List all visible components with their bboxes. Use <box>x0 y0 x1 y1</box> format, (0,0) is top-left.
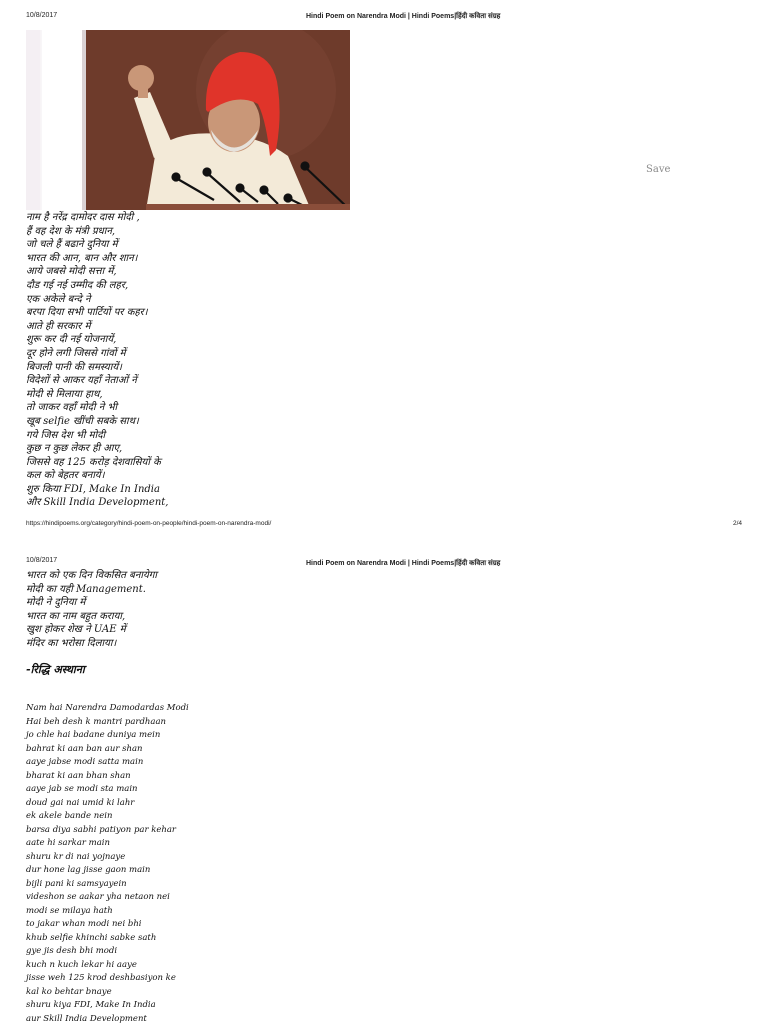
poem-line: भारत की आन, बान और शान। <box>26 252 168 266</box>
roman-line: bahrat ki aan ban aur shan <box>26 743 189 757</box>
poem-line: मोदी से मिलाया हाथ, <box>26 388 168 402</box>
page-title: Hindi Poem on Narendra Modi | Hindi Poems|हिंदी कविता संग्रह <box>306 12 500 21</box>
poem-line: जिससे वह 125 करोड़ देशवासियों के <box>26 456 168 470</box>
roman-line: modi se milaya hath <box>26 905 189 919</box>
roman-line: aur Skill India Development <box>26 1013 189 1026</box>
roman-line: jo chle hai badane duniya mein <box>26 729 189 743</box>
page-title: Hindi Poem on Narendra Modi | Hindi Poems|हिंदी कविता संग्रह <box>306 559 500 568</box>
poem-line: एक अकेले बन्दे ने <box>26 293 168 307</box>
poem-line: खुश होकर शेख ने UAE में <box>26 623 157 637</box>
poem-line: बरपा दिया सभी पार्टियों पर कहर। <box>26 306 168 320</box>
poem-line: मोदी का यही Management. <box>26 583 157 597</box>
roman-line: Hai beh desh k mantri pardhaan <box>26 716 189 730</box>
roman-line: ek akele bande nein <box>26 810 189 824</box>
roman-line: aate hi sarkar main <box>26 837 189 851</box>
poem-line: विदेशों से आकर यहाँ नेताओं नें <box>26 374 168 388</box>
page-date: 10/8/2017 <box>26 557 57 564</box>
poem-line: दौड गई नई उम्मीद की लहर, <box>26 279 168 293</box>
poem-line: भारत को एक दिन विकसित बनायेगा <box>26 569 157 583</box>
poem-line: दूर होने लगी जिससे गांवों में <box>26 347 168 361</box>
roman-line: Nam hai Narendra Damodardas Modi <box>26 702 189 716</box>
poem-line: मंदिर का भरोसा दिलाया। <box>26 637 157 651</box>
roman-line: aaye jab se modi sta main <box>26 783 189 797</box>
save-button[interactable]: Save <box>646 164 670 175</box>
roman-line: dur hone lag jisse gaon main <box>26 864 189 878</box>
poem-line: जो चले हैं बढाने दुनिया में <box>26 238 168 252</box>
roman-line: kal ko behtar bnaye <box>26 986 189 1000</box>
footer-url[interactable]: https://hindipoems.org/category/hindi-poem-on-people/hindi-poem-on-narendra-modi/ <box>26 520 271 527</box>
roman-line: khub selfie khinchi sabke sath <box>26 932 189 946</box>
poem-romanized <box>26 702 189 1026</box>
poem-line: आते ही सरकार में <box>26 320 168 334</box>
poem-line: और Skill India Development, <box>26 496 168 510</box>
article-photo <box>26 30 350 210</box>
poem-author: -रिद्धि अस्थाना <box>26 662 85 677</box>
roman-line: shuru kr di nai yojnaye <box>26 851 189 865</box>
roman-line: doud gai nai umid ki lahr <box>26 797 189 811</box>
poem-hindi-part1 <box>26 211 168 510</box>
roman-line: kuch n kuch lekar hi aaye <box>26 959 189 973</box>
poem-line: मोदी ने दुनिया में <box>26 596 157 610</box>
roman-line: bijli pani ki samsyayein <box>26 878 189 892</box>
poem-line: कुछ न कुछ लेकर ही आए, <box>26 442 168 456</box>
poem-line: आये जबसे मोदी सत्ता में, <box>26 265 168 279</box>
poem-line: नाम है नरेंद्र दामोदर दास मोदी , <box>26 211 168 225</box>
poem-hindi-part2 <box>26 569 157 651</box>
poem-line: शुरु किया FDI, Make In India <box>26 483 168 497</box>
poem-line: शुरू कर दी नई योजनायें, <box>26 333 168 347</box>
poem-line: तो जाकर वहाँ मोदी ने भी <box>26 401 168 415</box>
speaker-illustration <box>26 30 350 210</box>
footer-page-number: 2/4 <box>733 520 742 527</box>
roman-line: bharat ki aan bhan shan <box>26 770 189 784</box>
poem-line: खूब selfie खींची सबके साथ। <box>26 415 168 429</box>
poem-line: बिजली पानी की समस्यायें। <box>26 361 168 375</box>
roman-line: to jakar whan modi nei bhi <box>26 918 189 932</box>
roman-line: videshon se aakar yha netaon nei <box>26 891 189 905</box>
poem-line: हैं वह देश के मंत्री प्रधान, <box>26 225 168 239</box>
roman-line: jisse weh 125 krod deshbasiyon ke <box>26 972 189 986</box>
roman-line: aaye jabse modi satta main <box>26 756 189 770</box>
roman-line: barsa diya sabhi patiyon par kehar <box>26 824 189 838</box>
poem-line: कल को बेहतर बनायें। <box>26 469 168 483</box>
page-date: 10/8/2017 <box>26 12 57 19</box>
poem-line: गये जिस देश भी मोदी <box>26 429 168 443</box>
roman-line: shuru kiya FDI, Make In India <box>26 999 189 1013</box>
roman-line: gye jis desh bhi modi <box>26 945 189 959</box>
poem-line: भारत का नाम बहुत कराया, <box>26 610 157 624</box>
